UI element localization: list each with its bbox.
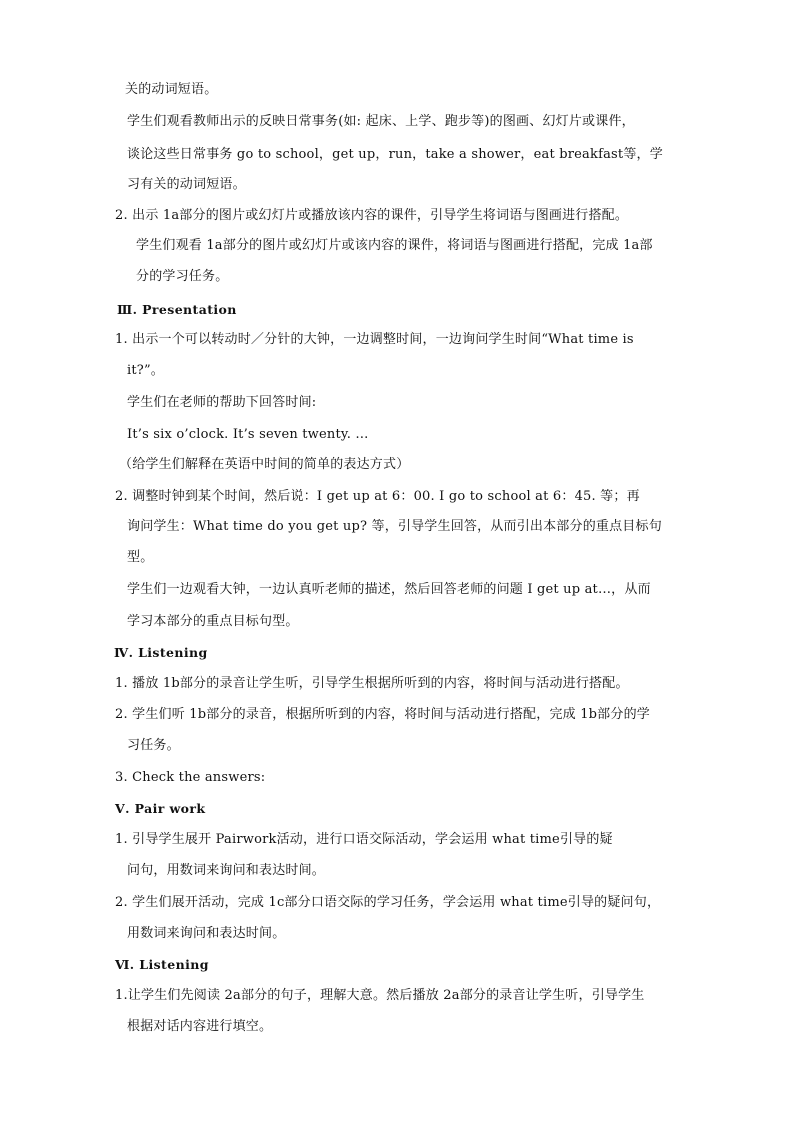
text-line: 2. 出示 1a部分的图片或幻灯片或播放该内容的课件，引导学生将词语与图画进行搭配。 [115,208,629,223]
text-line: it?”。 [127,363,164,378]
section-heading-listening-2: Ⅵ. Listening [115,957,209,972]
text-line: 关的动词短语。 [125,82,218,97]
text-line: 1. 引导学生展开 Pairwork活动，进行口语交际活动，学会运用 what time引导的疑 [115,832,613,847]
text-line: 学生们观看 1a部分的图片或幻灯片或该内容的课件，将词语与图画进行搭配，完成 1a部 [136,238,653,253]
section-heading-listening: Ⅳ. Listening [114,645,208,660]
text-line: 2. 调整时钟到某个时间，然后说：I get up at 6：00. I go to school at 6：45. 等；再 [115,489,640,504]
text-line: （给学生们解释在英语中时间的简单的表达方式） [119,457,410,472]
text-line: 习有关的动词短语。 [127,177,246,192]
text-line: 根据对话内容进行填空。 [127,1019,273,1034]
text-line: 1. 播放 1b部分的录音让学生听，引导学生根据所听到的内容，将时间与活动进行搭配。 [115,676,629,691]
text-line: 学生们观看教师出示的反映日常事务(如: 起床、上学、跑步等)的图画、幻灯片或课件， [127,114,635,129]
text-line: 型。 [127,550,154,565]
text-line: 谈论这些日常事务 go to school，get up，run，take a shower，eat breakfast等，学 [127,147,663,162]
text-line: 3. Check the answers: [115,770,266,785]
text-line: 习任务。 [127,738,180,753]
text-line: 1. 出示一个可以转动时／分针的大钟，一边调整时间，一边询问学生时间“What time is [115,332,634,347]
text-line: 学生们在老师的帮助下回答时间: [127,395,317,410]
section-heading-presentation: Ⅲ. Presentation [117,302,237,317]
text-line: 分的学习任务。 [136,269,229,284]
text-line: 用数词来询问和表达时间。 [127,926,286,941]
text-line: 2. 学生们听 1b部分的录音，根据所听到的内容，将时间与活动进行搭配，完成 1b部分的学 [115,707,650,722]
text-line: 2. 学生们展开活动，完成 1c部分口语交际的学习任务，学会运用 what time引导的疑问句， [115,895,661,910]
text-line: It’s six o’clock. It’s seven twenty. … [127,427,369,442]
text-line: 询问学生：What time do you get up? 等，引导学生回答，从而引出本部分的重点目标句 [127,519,662,534]
text-line: 学习本部分的重点目标句型。 [127,614,299,629]
text-line: 学生们一边观看大钟，一边认真听老师的描述，然后回答老师的问题 I get up at…，从而 [127,582,651,597]
text-line: 问句，用数词来询问和表达时间。 [127,863,326,878]
text-line: 1.让学生们先阅读 2a部分的句子，理解大意。然后播放 2a部分的录音让学生听，引导学生 [115,988,645,1003]
section-heading-pair-work: Ⅴ. Pair work [115,801,206,816]
